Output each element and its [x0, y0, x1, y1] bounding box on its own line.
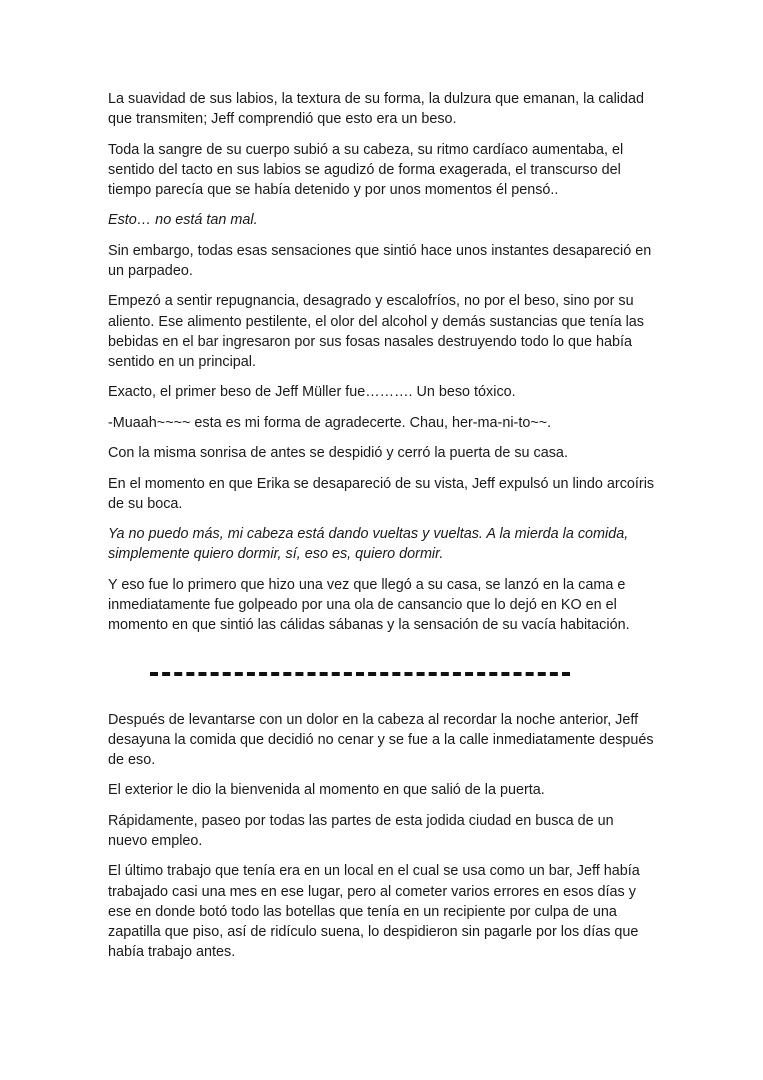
section-after-divider: [108, 710, 656, 963]
scene-break-divider: [150, 646, 656, 702]
paragraph: El último trabajo que tenía era en un local en el cual se usa como un bar, Jeff había trabajado casi una mes en ese lugar, pero al cometer varios errores en esos días y ese en donde botó todo las botellas que tenía en un recipiente por culpa de una zapatilla que piso, así de ridículo suena, lo despidieron sin pagarle por los días que había trabajo antes.: [108, 863, 640, 961]
paragraph: Toda la sangre de su cuerpo subió a su cabeza, su ritmo cardíaco aumentaba, el sentido del tacto en sus labios se agudizó de forma exagerada, el transcurso del tiempo parecía que se había detenido y por unos momentos él pensó..: [108, 141, 624, 198]
paragraph: Con la misma sonrisa de antes se despidió y cerró la puerta de su casa.: [108, 445, 568, 462]
paragraph: El exterior le dio la bienvenida al momento en que salió de la puerta.: [108, 782, 545, 799]
paragraph-italic: Esto… no está tan mal.: [108, 212, 258, 229]
document-page: [108, 89, 656, 973]
paragraph: Rápidamente, paseo por todas las partes de esta jodida ciudad en busca de un nuevo empleo.: [108, 812, 614, 849]
paragraph-italic: Ya no puedo más, mi cabeza está dando vueltas y vueltas. A la mierda la comida, simplemente quiero dormir, sí, eso es, quiero dormir.: [108, 526, 629, 563]
section-before-divider: [108, 89, 656, 635]
paragraph: La suavidad de sus labios, la textura de su forma, la dulzura que emanan, la calidad que transmiten; Jeff comprendió que esto era un beso.: [108, 91, 644, 128]
dashed-separator-line: [150, 672, 570, 676]
paragraph: Empezó a sentir repugnancia, desagrado y escalofríos, no por el beso, sino por su aliento. Ese alimento pestilente, el olor del alcohol y demás sustancias que tenía las bebidas en el bar ingresaron por sus fosas nasales destruyendo todo lo que había sentido en un principal.: [108, 293, 644, 370]
paragraph: -Muaah~~~~ esta es mi forma de agradecerte. Chau, her-ma-ni-to~~.: [108, 414, 552, 431]
paragraph: Exacto, el primer beso de Jeff Müller fue………. Un beso tóxico.: [108, 384, 516, 401]
paragraph: Y eso fue lo primero que hizo una vez que llegó a su casa, se lanzó en la cama e inmediatamente fue golpeado por una ola de cansancio que lo dejó en KO en el momento en que sintió las cálidas sábanas y la sensación de su vacía habitación.: [108, 576, 630, 634]
paragraph: En el momento en que Erika se desapareció de su vista, Jeff expulsó un lindo arcoíris de su boca.: [108, 475, 655, 512]
paragraph: Después de levantarse con un dolor en la cabeza al recordar la noche anterior, Jeff desayuna la comida que decidió no cenar y se fue a la calle inmediatamente después de eso.: [108, 711, 654, 768]
paragraph: Sin embargo, todas esas sensaciones que sintió hace unos instantes desapareció en un parpadeo.: [108, 242, 652, 279]
divider-spacer: [108, 702, 656, 710]
